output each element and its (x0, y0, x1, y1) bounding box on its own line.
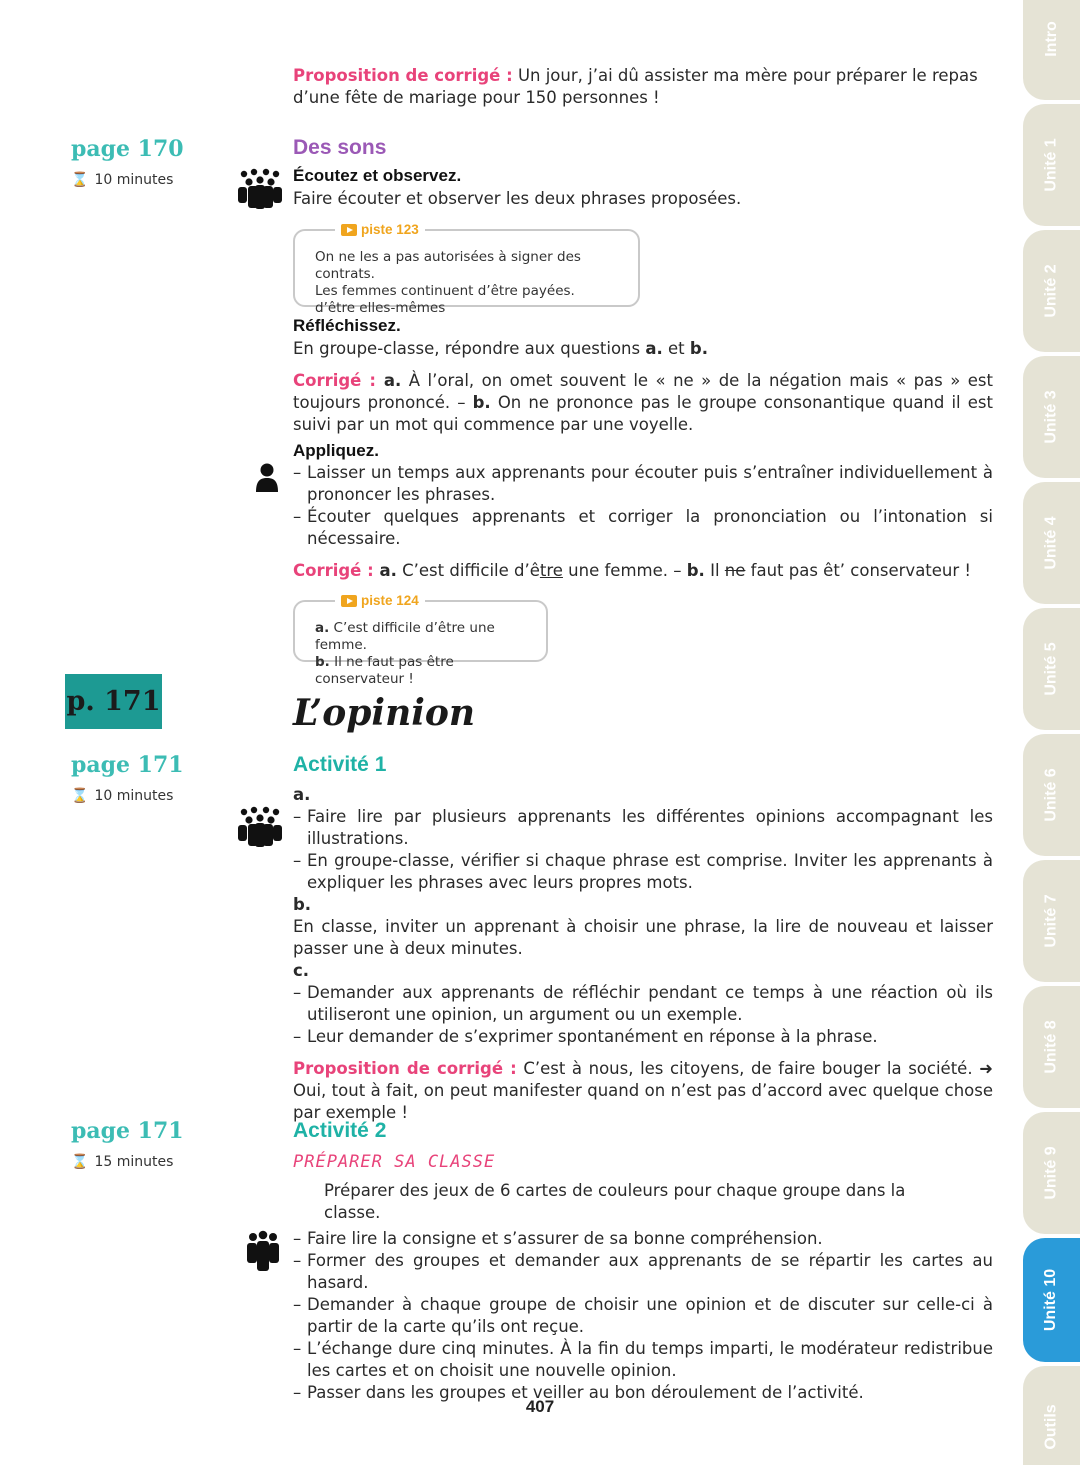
page-ref-171: page 171 (71, 1118, 184, 1144)
list-item: – Leur demander de s’exprimer spontanément en réponse à la phrase. (293, 1026, 993, 1048)
corrige-a: a. (373, 561, 397, 580)
audio-label-123[interactable] (335, 221, 425, 238)
timer-text: 10 minutes (94, 172, 174, 188)
reflechissez-text (293, 338, 708, 360)
corrige-text: faut pas êt’ conservateur ! (745, 561, 972, 580)
group-icon (236, 168, 284, 210)
tab-label: Outils (1042, 1404, 1060, 1450)
corrige-label: Corrigé : (293, 371, 376, 390)
corrige-b: b. (472, 393, 491, 412)
tab-unite-5[interactable] (1023, 608, 1080, 730)
list-item: – Demander à chaque groupe de choisir une opinion et de discuter sur celle-ci à partir de la carte qu’ils ont reçue. (293, 1294, 993, 1338)
hourglass-icon: ⌛ (71, 1154, 89, 1170)
list-item: – Passer dans les groupes et veiller au bon déroulement de l’activité. (293, 1382, 993, 1404)
step-a-list (293, 806, 993, 894)
step-label: a. (293, 785, 311, 804)
opinion-title: L’opinion (293, 692, 476, 734)
tab-outils[interactable] (1023, 1366, 1080, 1465)
page-ref-170: page 170 (71, 136, 184, 162)
person-icon (255, 462, 279, 494)
audio-track-label: piste 124 (361, 593, 419, 608)
corrige-2 (293, 560, 993, 582)
audio-box-123 (293, 222, 640, 316)
list-item: – Faire lire par plusieurs apprenants les différentes opinions accompagnant les illustrations. (293, 806, 993, 850)
ecoutez-text: Faire écouter et observer les deux phrases proposées. (293, 189, 742, 208)
proposition-text: Un jour, j’ai dû assister ma mère pour préparer le repas d’une fête de mariage pour 150 personnes ! (293, 66, 978, 107)
audio-tag: a. (315, 620, 330, 636)
corrige-text: Il (704, 561, 725, 580)
tab-unite-2[interactable] (1023, 230, 1080, 352)
step-label: b. (293, 895, 312, 914)
question-b: b. (689, 339, 708, 358)
tab-label: Unité 8 (1042, 1020, 1060, 1074)
tab-label: Unité 3 (1042, 390, 1060, 444)
proposition-label: Proposition de corrigé : (293, 66, 513, 85)
list-item: – Demander aux apprenants de réfléchir pendant ce temps à une réaction où ils utiliseront une opinion, un argument ou un exemple. (293, 982, 993, 1026)
tab-unite-3[interactable] (1023, 356, 1080, 478)
step-b-text: En classe, inviter un apprenant à choisir une phrase, la lire de nouveau et laisser passer une à deux minutes. (293, 917, 993, 958)
activity-2-title: Activité 2 (293, 1119, 387, 1142)
audio-line (315, 620, 546, 654)
group-icon (236, 806, 284, 848)
corrige-text: On ne prononce pas le groupe consonantique quand il est suivi par un mot qui commence par une voyelle. (293, 393, 993, 434)
audio-label-124[interactable] (335, 592, 425, 609)
page-number: 407 (525, 1397, 555, 1416)
page-ref-171: page 171 (71, 752, 184, 778)
tab-unite-4[interactable] (1023, 482, 1080, 604)
corrige-label: Corrigé : (293, 561, 374, 580)
appliquez-list (293, 462, 993, 550)
tab-unite-6[interactable] (1023, 734, 1080, 856)
timer (71, 172, 173, 188)
tab-label: Unité 9 (1042, 1146, 1060, 1200)
corrige-text: À l’oral, on omet souvent le « ne » de la négation mais « pas » est toujours prononcé. – (293, 371, 993, 412)
appliquez-heading: Appliquez. (293, 441, 379, 460)
list-item: – Former des groupes et demander aux apprenants de se répartir les cartes au hasard. (293, 1250, 993, 1294)
audio-tag: b. (315, 654, 330, 670)
audio-line: d’être elles-mêmes (315, 300, 446, 316)
tab-label: Unité 1 (1042, 138, 1060, 192)
timer (71, 1154, 173, 1170)
hourglass-icon: ⌛ (71, 172, 89, 188)
tab-label: Unité 4 (1042, 516, 1060, 570)
list-item: – L’échange dure cinq minutes. À la fin du temps imparti, le modérateur redistribue les cartes et on choisit une nouvelle opinion. (293, 1338, 993, 1382)
conjunction: et (662, 339, 690, 358)
corrige-1 (293, 370, 993, 436)
list-item: – Écouter quelques apprenants et corriger la prononciation ou l’intonation si nécessaire. (293, 506, 993, 550)
tab-unite-7[interactable] (1023, 860, 1080, 982)
unit-tabs (1023, 0, 1080, 1465)
sons-title: Des sons (293, 136, 387, 159)
top-proposition (293, 65, 993, 109)
audio-text: Il ne faut pas être conservateur ! (315, 654, 454, 687)
audio-text: C’est difficile d’être une femme. (315, 620, 495, 653)
prep-heading: PRÉPARER SA CLASSE (293, 1152, 496, 1172)
reflechissez-part: En groupe-classe, répondre aux questions (293, 339, 646, 358)
proposition-label: Proposition de corrigé : (293, 1059, 517, 1078)
hourglass-icon: ⌛ (71, 788, 89, 804)
tab-label: Intro (1042, 21, 1060, 57)
underlined-text: tre (539, 561, 563, 580)
audio-line (315, 654, 546, 688)
list-item: – En groupe-classe, vérifier si chaque phrase est comprise. Inviter les apprenants à expliquer les phrases avec leurs propres mots. (293, 850, 993, 894)
tab-unite-1[interactable] (1023, 104, 1080, 226)
tab-intro[interactable] (1023, 0, 1080, 100)
activity-2-list (293, 1228, 993, 1404)
group-small-icon (246, 1230, 280, 1274)
timer (71, 788, 173, 804)
list-item: – Laisser un temps aux apprenants pour écouter puis s’entraîner individuellement à prononcer les phrases. (293, 462, 993, 506)
activity-1-title: Activité 1 (293, 753, 387, 776)
list-item: – Faire lire la consigne et s’assurer de sa bonne compréhension. (293, 1228, 993, 1250)
tab-label: Unité 7 (1042, 894, 1060, 948)
tab-unite-9[interactable] (1023, 1112, 1080, 1234)
ecoutez-heading: Écoutez et observez. (293, 166, 462, 185)
tab-label: Unité 6 (1042, 768, 1060, 822)
step-c-list (293, 982, 993, 1048)
step-label: c. (293, 961, 310, 980)
play-icon[interactable] (341, 595, 357, 607)
reflechissez-heading: Réfléchissez. (293, 316, 401, 335)
question-a: a. (645, 339, 663, 358)
tab-label: Unité 10 (1042, 1268, 1060, 1332)
page-box: p. 171 (65, 674, 162, 729)
audio-box-124 (293, 593, 548, 687)
corrige-b: b. (686, 561, 705, 580)
proposition-text: C’est à nous, les citoyens, de faire bouger la société. ➜ Oui, tout à fait, on peut manifester quand on n’est pas d’accord avec quelque chose par exemple ! (293, 1059, 993, 1122)
tab-unite-8[interactable] (1023, 986, 1080, 1108)
play-icon[interactable] (341, 224, 357, 236)
timer-text: 10 minutes (94, 788, 174, 804)
audio-line: On ne les a pas autorisées à signer des contrats. (315, 249, 581, 282)
corrige-text: une femme. – (562, 561, 687, 580)
proposition-corrige (293, 1058, 993, 1124)
tab-label: Unité 5 (1042, 642, 1060, 696)
tab-unite-10[interactable] (1023, 1238, 1080, 1362)
tab-label: Unité 2 (1042, 264, 1060, 318)
corrige-text: C’est difficile d’ê (396, 561, 540, 580)
audio-line: Les femmes continuent d’être payées. (315, 283, 575, 299)
timer-text: 15 minutes (94, 1154, 174, 1170)
corrige-a: a. (375, 371, 402, 390)
prep-text: Préparer des jeux de 6 cartes de couleurs pour chaque groupe dans la classe. (324, 1181, 906, 1222)
struck-text: ne (724, 561, 746, 580)
audio-track-label: piste 123 (361, 222, 419, 237)
activity-1-body (293, 784, 993, 1124)
